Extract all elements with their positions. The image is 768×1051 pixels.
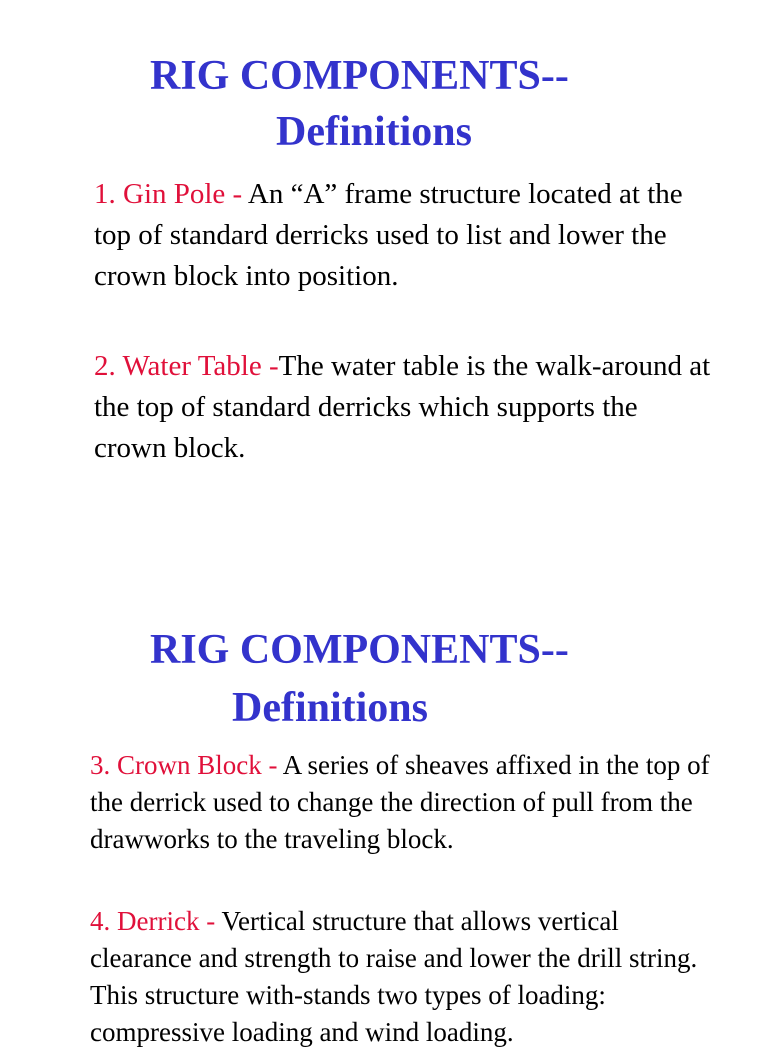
definition-term: 1. Gin Pole - (94, 178, 248, 210)
slide-title-line1: RIG COMPONENTS-- (150, 627, 569, 673)
slide-1 (0, 0, 768, 512)
definition-term: 3. Crown Block - (90, 750, 283, 780)
definition-term: 2. Water Table - (94, 350, 279, 382)
definition-water-table (94, 346, 714, 469)
definition-crown-block (90, 747, 720, 858)
definition-text: A series of sheaves affixed in the top of the derrick used to change the direction of pull from the drawworks to the traveling block. (90, 750, 710, 854)
definition-text: The water table is the walk-around at the top of standard derricks which supports the crown block. (94, 350, 711, 464)
definition-derrick (90, 903, 720, 1051)
definition-term: 4. Derrick - (90, 906, 222, 936)
slide-2 (0, 580, 768, 1047)
definition-text: An “A” frame structure located at the top of standard derricks used to list and lower the crown block into position. (94, 178, 683, 292)
slide-title-line1: RIG COMPONENTS-- (150, 53, 569, 99)
definition-gin-pole (94, 174, 714, 297)
definition-text: Vertical structure that allows vertical clearance and strength to raise and lower the drill string. This structure with-stands two types of loading: compressive loading and wind loading. (90, 906, 698, 1047)
slide-title-line2: Definitions (232, 685, 429, 731)
slide-title-line2: Definitions (276, 109, 473, 155)
